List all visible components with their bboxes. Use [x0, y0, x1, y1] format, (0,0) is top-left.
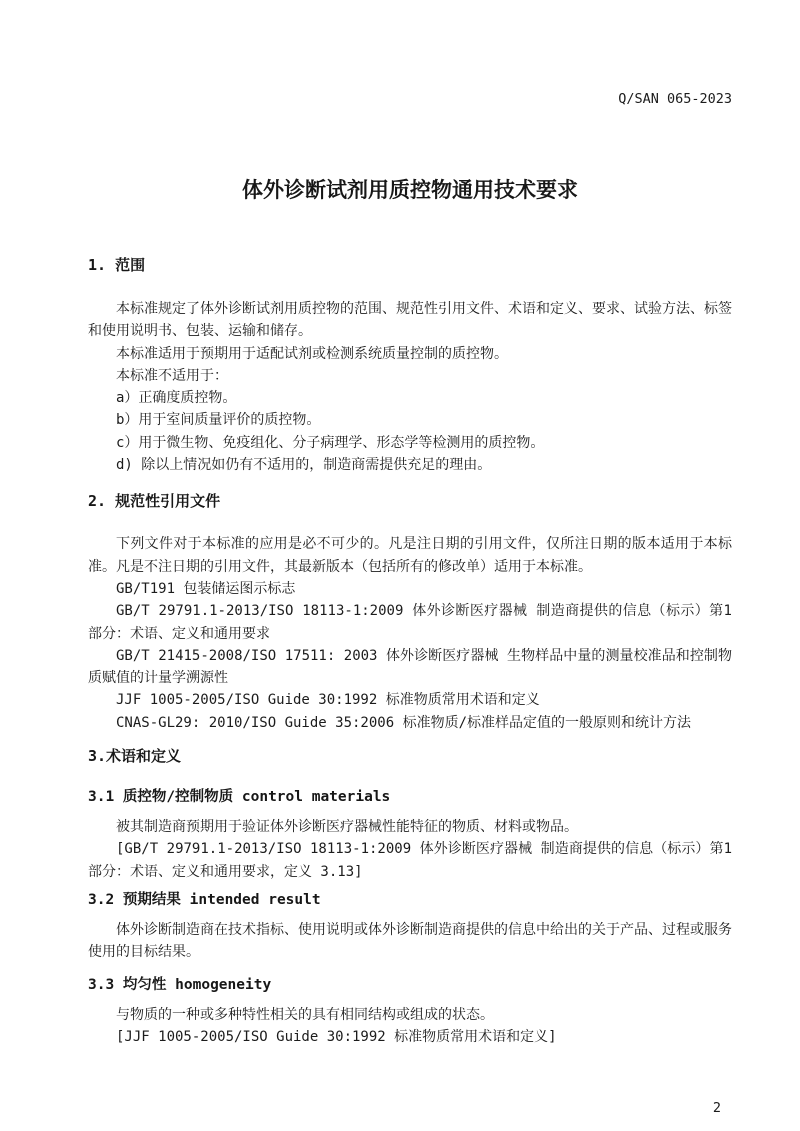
- references-intro: 下列文件对于本标准的应用是必不可少的。凡是注日期的引用文件，仅所注日期的版本适用于本标准。凡是不注日期的引用文件，其最新版本（包括所有的修改单）适用于本标准。: [88, 536, 732, 575]
- scope-paragraph-3: 本标准不适用于：: [116, 367, 228, 384]
- term-3-3-body: [88, 1004, 732, 1049]
- reference-entry-1: GB/T191 包装储运图示标志: [116, 580, 296, 597]
- document-title: 体外诊断试剂用质控物通用技术要求: [242, 178, 578, 202]
- term-3-2-body: [88, 919, 732, 964]
- term-3-1-source: [GB/T 29791.1-2013/ISO 18113-1:2009 体外诊断医疗器械 制造商提供的信息（标示）第1部分：术语、定义和通用要求，定义 3.13]: [88, 841, 732, 880]
- term-3-3-heading: 3.3 均匀性 homogeneity: [88, 976, 272, 993]
- doc-code: Q/SAN 065-2023: [618, 91, 732, 107]
- scope-paragraph-1: 本标准规定了体外诊断试剂用质控物的范围、规范性引用文件、术语和定义、要求、试验方法、标签和使用说明书、包装、运输和储存。: [88, 301, 732, 340]
- reference-entry-5: CNAS-GL29: 2010/ISO Guide 35:2006 标准物质/标准样品定值的一般原则和统计方法: [116, 714, 692, 731]
- section-2-body: [88, 533, 732, 734]
- section-2-heading: 2. 规范性引用文件: [88, 492, 221, 511]
- section-1-heading: 1. 范围: [88, 256, 146, 274]
- reference-entry-3: GB/T 21415-2008/ISO 17511: 2003 体外诊断医疗器械 生物样品中量的测量校准品和控制物质赋值的计量学溯源性: [88, 647, 732, 687]
- scope-list-item-b: b）用于室间质量评价的质控物。: [116, 412, 321, 429]
- term-3-2-definition: 体外诊断制造商在技术指标、使用说明或体外诊断制造商提供的信息中给出的关于产品、过程或服务使用的目标结果。: [88, 921, 732, 961]
- term-3-1-definition: 被其制造商预期用于验证体外诊断医疗器械性能特征的物质、材料或物品。: [116, 819, 578, 836]
- term-3-1-heading: 3.1 质控物/控制物质 control materials: [88, 789, 391, 806]
- document-header: [88, 90, 732, 108]
- term-3-2-heading: 3.2 预期结果 intended result: [88, 891, 321, 908]
- section-3-heading: 3.术语和定义: [88, 747, 182, 766]
- term-3-3-definition: 与物质的一种或多种特性相关的具有相同结构或组成的状态。: [116, 1006, 494, 1023]
- term-3-1-body: [88, 816, 732, 883]
- reference-entry-4: JJF 1005-2005/ISO Guide 30:1992 标准物质常用术语和定义: [116, 692, 540, 709]
- scope-list-item-a: a）正确度质控物。: [116, 390, 237, 407]
- section-1-body: [88, 298, 732, 476]
- term-3-3-source: [JJF 1005-2005/ISO Guide 30:1992 标准物质常用术语和定义]: [116, 1028, 557, 1045]
- page-number: 2: [712, 1100, 722, 1116]
- scope-list-item-d: d) 除以上情况如仍有不适用的，制造商需提供充足的理由。: [116, 457, 492, 474]
- reference-entry-2: GB/T 29791.1-2013/ISO 18113-1:2009 体外诊断医疗器械 制造商提供的信息（标示）第1部分：术语、定义和通用要求: [88, 603, 732, 642]
- scope-paragraph-2: 本标准适用于预期用于适配试剂或检测系统质量控制的质控物。: [116, 345, 508, 362]
- scope-list-item-c: c）用于微生物、免疫组化、分子病理学、形态学等检测用的质控物。: [116, 434, 545, 451]
